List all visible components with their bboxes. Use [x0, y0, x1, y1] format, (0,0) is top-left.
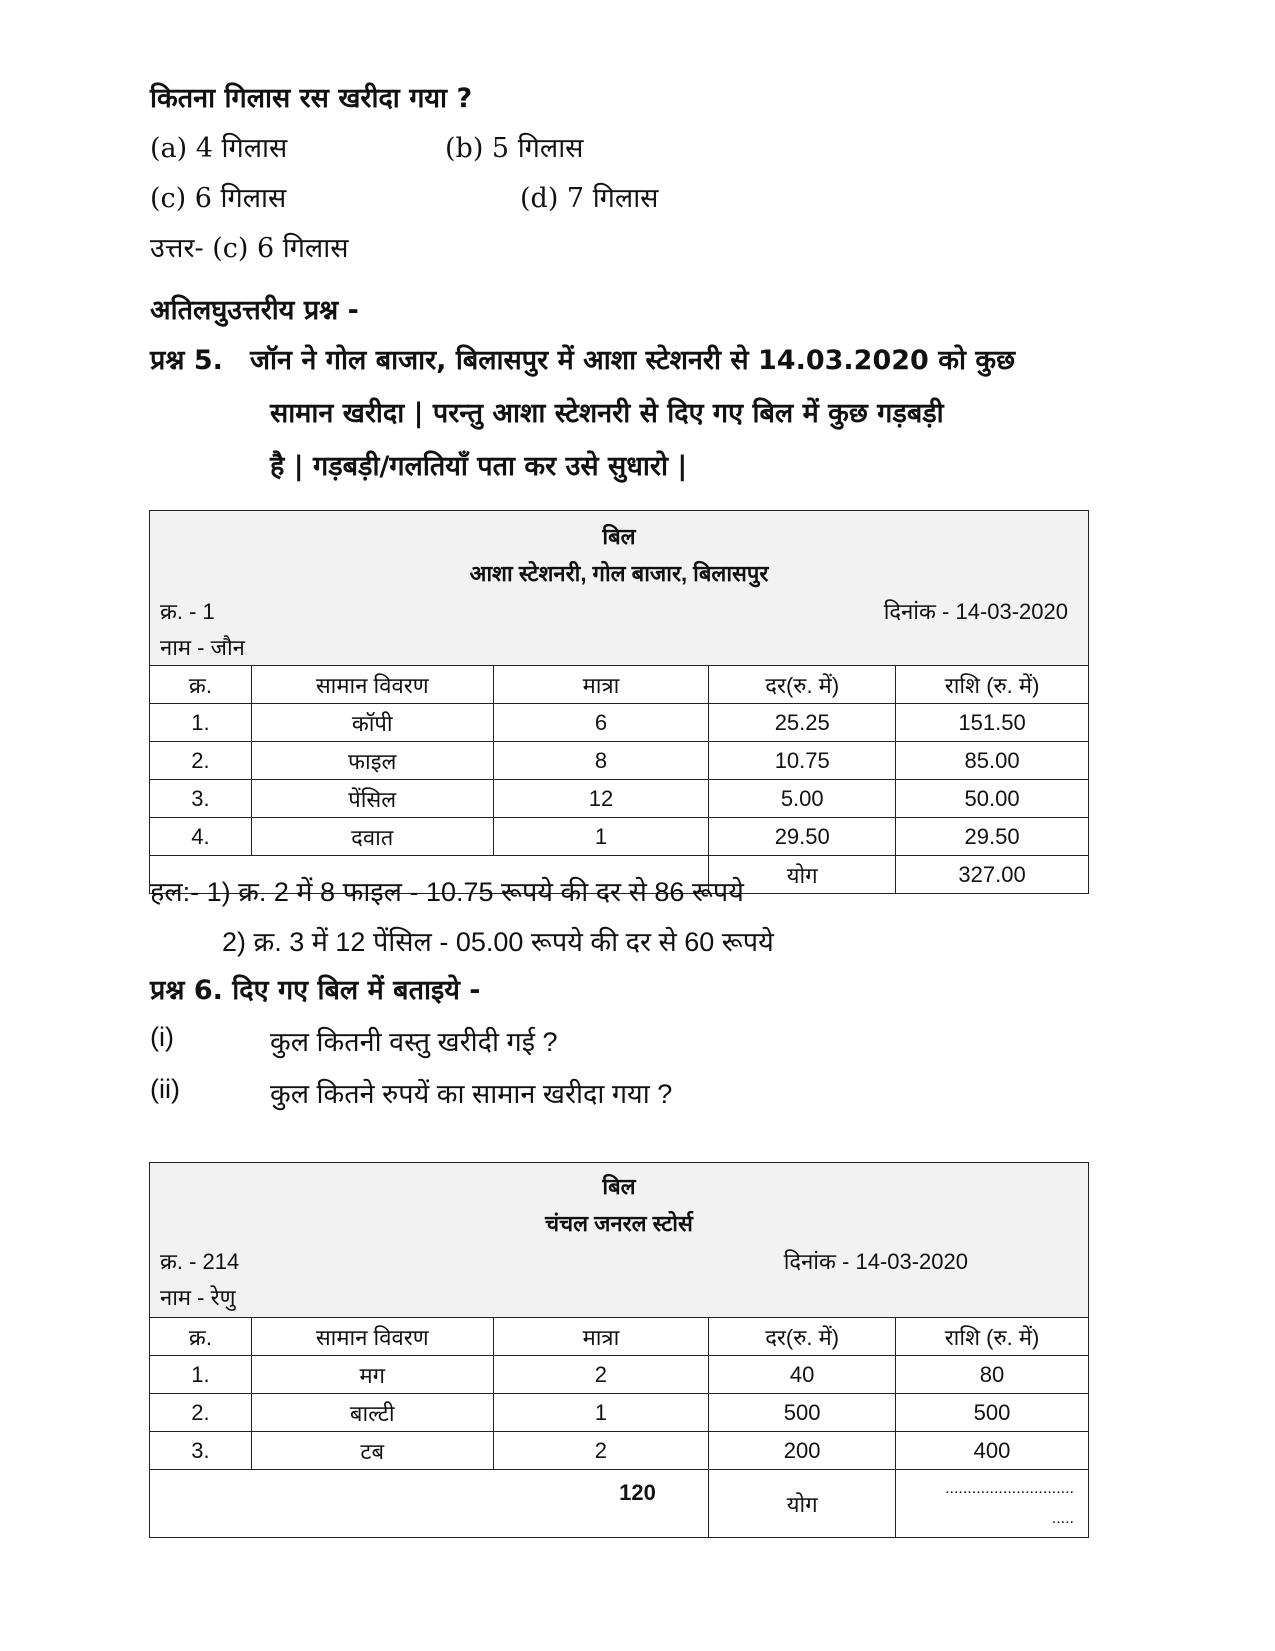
cell: 400	[896, 1432, 1089, 1470]
column-header: राशि (रु. में)	[896, 666, 1089, 704]
bill-2-serial: क्र. - 214	[160, 1249, 240, 1274]
cell: मग	[251, 1356, 493, 1394]
cell: फाइल	[251, 742, 493, 780]
cell: 12	[493, 780, 709, 818]
option-c: (c) 6 गिलास	[150, 183, 287, 214]
cell: 3.	[150, 1432, 252, 1470]
column-header: क्र.	[150, 1318, 252, 1356]
column-header: दर(रु. में)	[709, 666, 896, 704]
cell: टब	[251, 1432, 493, 1470]
q6-item-2-text: कुल कितने रुपयें का सामान खरीदा गया ?	[270, 1079, 673, 1109]
cell: कॉपी	[251, 704, 493, 742]
bill-2-title: बिल	[602, 1174, 636, 1199]
cell: 500	[896, 1394, 1089, 1432]
solution-line-1: हल:- 1) क्र. 2 में 8 फाइल - 10.75 रूपये की दर से 86 रूपये	[150, 877, 744, 907]
cell: 10.75	[709, 742, 896, 780]
cell: 3.	[150, 780, 252, 818]
total-dots-1: .............................	[945, 1479, 1074, 1497]
cell: 8	[493, 742, 709, 780]
bill-1-serial: क्र. - 1	[160, 599, 215, 624]
bill-2-shop-name: चंचल जनरल स्टोर्स	[545, 1211, 693, 1236]
q5-line1: जॉन ने गोल बाजार, बिलासपुर में आशा स्टेशनरी से 14.03.2020 को कुछ	[250, 345, 1016, 376]
cell: 80	[896, 1356, 1089, 1394]
cell: 50.00	[896, 780, 1089, 818]
cell: 85.00	[896, 742, 1089, 780]
column-header: क्र.	[150, 666, 252, 704]
answer-line: उत्तर- (c) 6 गिलास	[150, 233, 349, 264]
bill-1-shop-name: आशा स्टेशनरी, गोल बाजार, बिलासपुर	[469, 561, 769, 586]
page-number: 120	[619, 1480, 656, 1505]
table-row	[150, 780, 1089, 818]
q5-number: प्रश्न 5.	[150, 345, 223, 376]
q6-item-1-number: (i)	[150, 1022, 174, 1052]
total-dots-2: .....	[1051, 1509, 1074, 1527]
cell: बाल्टी	[251, 1394, 493, 1432]
cell: 500	[709, 1394, 896, 1432]
cell: 1	[493, 1394, 709, 1432]
table-row	[150, 818, 1089, 856]
column-header: मात्रा	[493, 666, 709, 704]
q5-line3: है | गड़बड़ी/गलतियाँ पता कर उसे सुधारो |	[270, 451, 688, 482]
bill-1-date: दिनांक - 14-03-2020	[883, 599, 1068, 624]
cell: 5.00	[709, 780, 896, 818]
table-row	[150, 1432, 1089, 1470]
section-heading: अतिलघुउत्तरीय प्रश्न -	[150, 295, 359, 326]
total-label: योग	[709, 1470, 896, 1538]
bill-2-date: दिनांक - 14-03-2020	[783, 1249, 968, 1274]
q6-item-2-number: (ii)	[150, 1074, 180, 1104]
cell: दवात	[251, 818, 493, 856]
cell: 1.	[150, 704, 252, 742]
bill-2-customer-name: नाम - रेणु	[160, 1285, 236, 1310]
column-header: दर(रु. में)	[709, 1318, 896, 1356]
cell: 2.	[150, 1394, 252, 1432]
option-d: (d) 7 गिलास	[520, 183, 659, 214]
cell: 1	[493, 818, 709, 856]
column-header: सामान विवरण	[251, 666, 493, 704]
option-a: (a) 4 गिलास	[150, 133, 288, 164]
cell: 29.50	[896, 818, 1089, 856]
column-header: सामान विवरण	[251, 1318, 493, 1356]
q5-line2: सामान खरीदा | परन्तु आशा स्टेशनरी से दिए गए बिल में कुछ गड़बड़ी	[270, 398, 944, 429]
cell: 4.	[150, 818, 252, 856]
cell: 29.50	[709, 818, 896, 856]
bill-1-customer-name: नाम - जौन	[160, 635, 245, 660]
bill-1-title: बिल	[602, 524, 636, 549]
table-row	[150, 704, 1089, 742]
cell: 151.50	[896, 704, 1089, 742]
table-row	[150, 742, 1089, 780]
cell: पेंसिल	[251, 780, 493, 818]
cell: 200	[709, 1432, 896, 1470]
q6-title: प्रश्न 6. दिए गए बिल में बताइये -	[150, 975, 481, 1006]
bill-1-header	[150, 511, 1089, 666]
table-row	[150, 1394, 1089, 1432]
bill-2-header	[150, 1163, 1089, 1318]
bill-2-header-row	[150, 1318, 1089, 1356]
cell: 2.	[150, 742, 252, 780]
bill-1-table	[149, 510, 1089, 894]
cell: 25.25	[709, 704, 896, 742]
total-value: 327.00	[896, 856, 1089, 894]
total-label: योग	[709, 856, 896, 894]
solution-line-2: 2) क्र. 3 में 12 पेंसिल - 05.00 रूपये की दर से 60 रूपये	[222, 927, 774, 957]
cell: 2	[493, 1356, 709, 1394]
q6-item-1-text: कुल कितनी वस्तु खरीदी गई ?	[270, 1027, 558, 1057]
cell: 1.	[150, 1356, 252, 1394]
column-header: राशि (रु. में)	[896, 1318, 1089, 1356]
cell: 2	[493, 1432, 709, 1470]
column-header: मात्रा	[493, 1318, 709, 1356]
cell: 40	[709, 1356, 896, 1394]
bill-1-header-row	[150, 666, 1089, 704]
table-row	[150, 1356, 1089, 1394]
cell: 6	[493, 704, 709, 742]
question-title: कितना गिलास रस खरीदा गया ?	[150, 83, 473, 114]
option-b: (b) 5 गिलास	[445, 133, 584, 164]
